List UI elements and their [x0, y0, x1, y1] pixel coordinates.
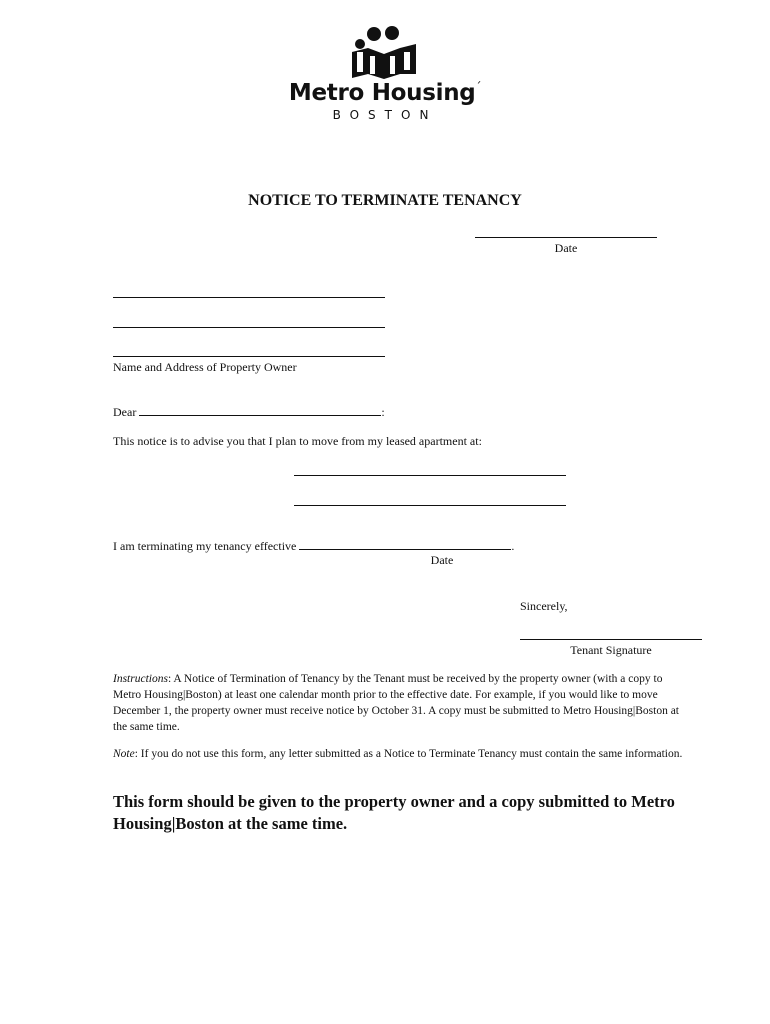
page-title: NOTICE TO TERMINATE TENANCY	[248, 192, 522, 209]
signature-label: Tenant Signature	[570, 643, 652, 657]
brand-city: BOSTON	[332, 108, 438, 122]
apartment-address-line-2[interactable]	[294, 505, 566, 506]
tenant-signature-line[interactable]	[520, 639, 702, 640]
closing-text: Sincerely,	[520, 599, 568, 613]
salutation-name-field[interactable]	[139, 404, 381, 416]
note-paragraph: Note: If you do not use this form, any letter submitted as a Notice to Terminate Tenancy must contain the same information.	[113, 748, 683, 760]
salutation: Dear :	[113, 405, 385, 419]
owner-address-line-3[interactable]	[113, 356, 385, 357]
notice-text: This notice is to advise you that I plan to move from my leased apartment at:	[113, 434, 482, 448]
date-label: Date	[554, 241, 578, 255]
date-field-line[interactable]	[475, 237, 657, 238]
instructions-paragraph: Instructions: A Notice of Termination of Tenancy by the Tenant must be received by the property owner (with a copy to Metro Housing|Boston) at least one calendar month prior to the effective date. For example, if you would like to move December 1, the property owner must receive notice by October 31. A copy must be submitted to Metro Housing|Boston at the same time.	[113, 673, 679, 733]
effective-date-label: Date	[430, 553, 454, 567]
final-notice: This form should be given to the property owner and a copy submitted to Metro Housing|Boston at the same time.	[113, 792, 675, 833]
owner-label: Name and Address of Property Owner	[113, 360, 297, 374]
effective-date-field[interactable]	[299, 538, 511, 550]
effective-text: I am terminating my tenancy effective .	[113, 539, 515, 553]
owner-address-line-2[interactable]	[113, 327, 385, 328]
apartment-address-line-1[interactable]	[294, 475, 566, 476]
metro-housing-family-logo-icon	[346, 24, 422, 80]
owner-address-line-1[interactable]	[113, 297, 385, 298]
brand-name: Metro Housing´	[288, 80, 482, 106]
